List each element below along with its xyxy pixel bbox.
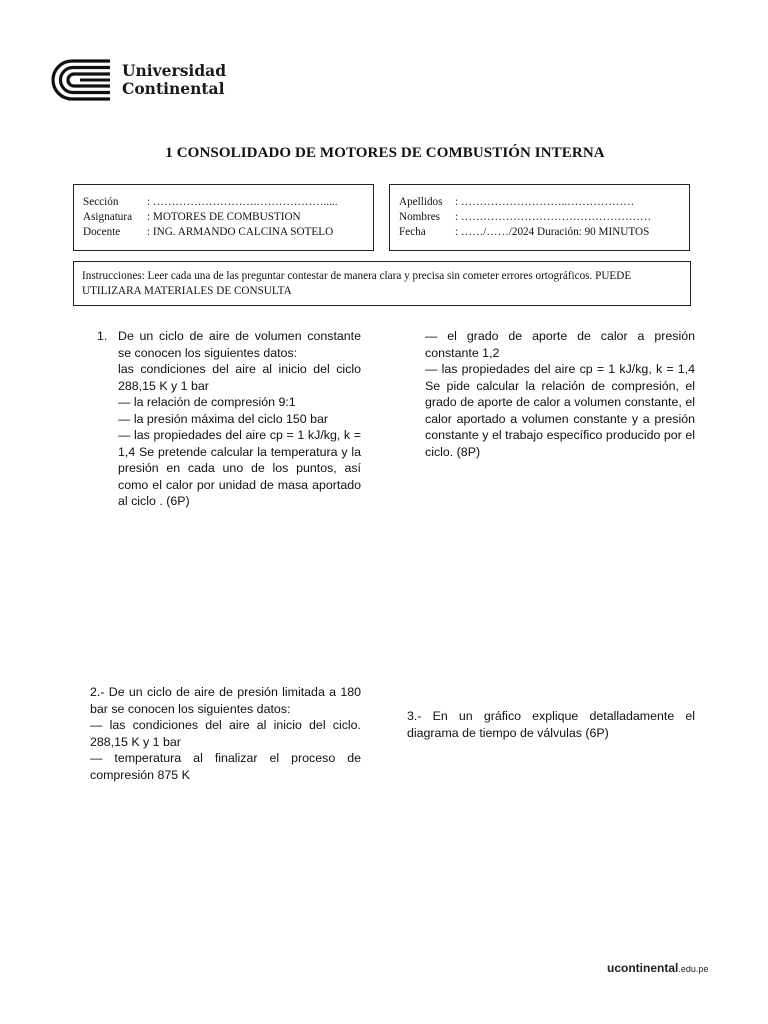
course-info-box xyxy=(73,184,374,251)
seccion-value[interactable]: : ……………………….………………..... xyxy=(147,196,338,208)
footer-brand-name: ucontinental xyxy=(607,961,679,975)
apellidos-field[interactable]: : ………………………..……………… xyxy=(455,196,635,208)
question-1-line: — la relación de compresión 9:1 xyxy=(118,395,296,409)
footer-domain: .edu.pe xyxy=(678,964,709,974)
question-col2-line: — las propiedades del aire cp = 1 kJ/kg, k = 1,4 Se pide calcular la relación de compresión, el grado de aporte de calor a volumen constante, el calor aportado a volumen constante y a presión constante y el trabajo específico producido por el ciclo. (8P) xyxy=(425,362,695,459)
student-info-box xyxy=(389,184,690,251)
question-2-line: 2.- De un ciclo de aire de presión limitada a 180 bar se conocen los siguientes datos: xyxy=(90,685,361,716)
question-column-2 xyxy=(425,328,695,460)
question-2 xyxy=(90,684,361,783)
question-col2-line: — el grado de aporte de calor a presión constante 1,2 xyxy=(425,329,695,360)
logo-line-2: Continental xyxy=(122,79,225,98)
university-logo-icon xyxy=(50,58,112,102)
question-1-line: — la presión máxima del ciclo 150 bar xyxy=(118,411,329,426)
university-logo-text xyxy=(122,62,226,98)
question-3-text: 3.- En un gráfico explique detalladamente el diagrama de tiempo de válvulas (6P) xyxy=(407,709,695,740)
asignatura-value: : MOTORES DE COMBUSTION xyxy=(147,211,301,223)
asignatura-label: Asignatura xyxy=(83,211,133,223)
exam-title: 1 CONSOLIDADO DE MOTORES DE COMBUSTIÓN INTERNA xyxy=(165,145,605,161)
nombres-field[interactable]: : …………………………………………… xyxy=(455,211,652,223)
nombres-label: Nombres xyxy=(399,211,441,223)
question-2-line: — las condiciones del aire al inicio del ciclo. 288,15 K y 1 bar xyxy=(90,718,361,749)
seccion-label: Sección xyxy=(83,196,119,208)
question-1-number: 1. xyxy=(97,329,108,343)
docente-label: Docente xyxy=(83,226,121,238)
instructions-box xyxy=(73,261,691,306)
question-3 xyxy=(407,708,695,741)
fecha-label: Fecha xyxy=(399,226,426,238)
docente-value: : ING. ARMANDO CALCINA SOTELO xyxy=(147,226,334,238)
question-1-line: De un ciclo de aire de volumen constante se conocen los siguientes datos: xyxy=(118,329,361,360)
logo-line-1: Universidad xyxy=(122,61,227,80)
question-1-line: las condiciones del aire al inicio del ciclo 288,15 K y 1 bar xyxy=(118,362,361,393)
question-1 xyxy=(118,328,361,510)
fecha-field[interactable]: : ……/……/2024 Duración: 90 MINUTOS xyxy=(455,226,650,238)
footer-brand xyxy=(607,961,708,975)
instructions-text: Instrucciones: Leer cada una de las preguntar contestar de manera clara y precisa sin cometer errores ortográficos. PUEDE UTILIZARA MATERIALES DE CONSULTA xyxy=(82,270,632,297)
apellidos-label: Apellidos xyxy=(399,196,443,208)
question-1-line: — las propiedades del aire cp = 1 kJ/kg, k = 1,4 Se pretende calcular la temperatura y la presión en cada uno de los puntos, así como el calor por unidad de masa aportado al ciclo . (6P) xyxy=(118,428,361,508)
question-2-line: — temperatura al finalizar el proceso de compresión 875 K xyxy=(90,751,361,782)
